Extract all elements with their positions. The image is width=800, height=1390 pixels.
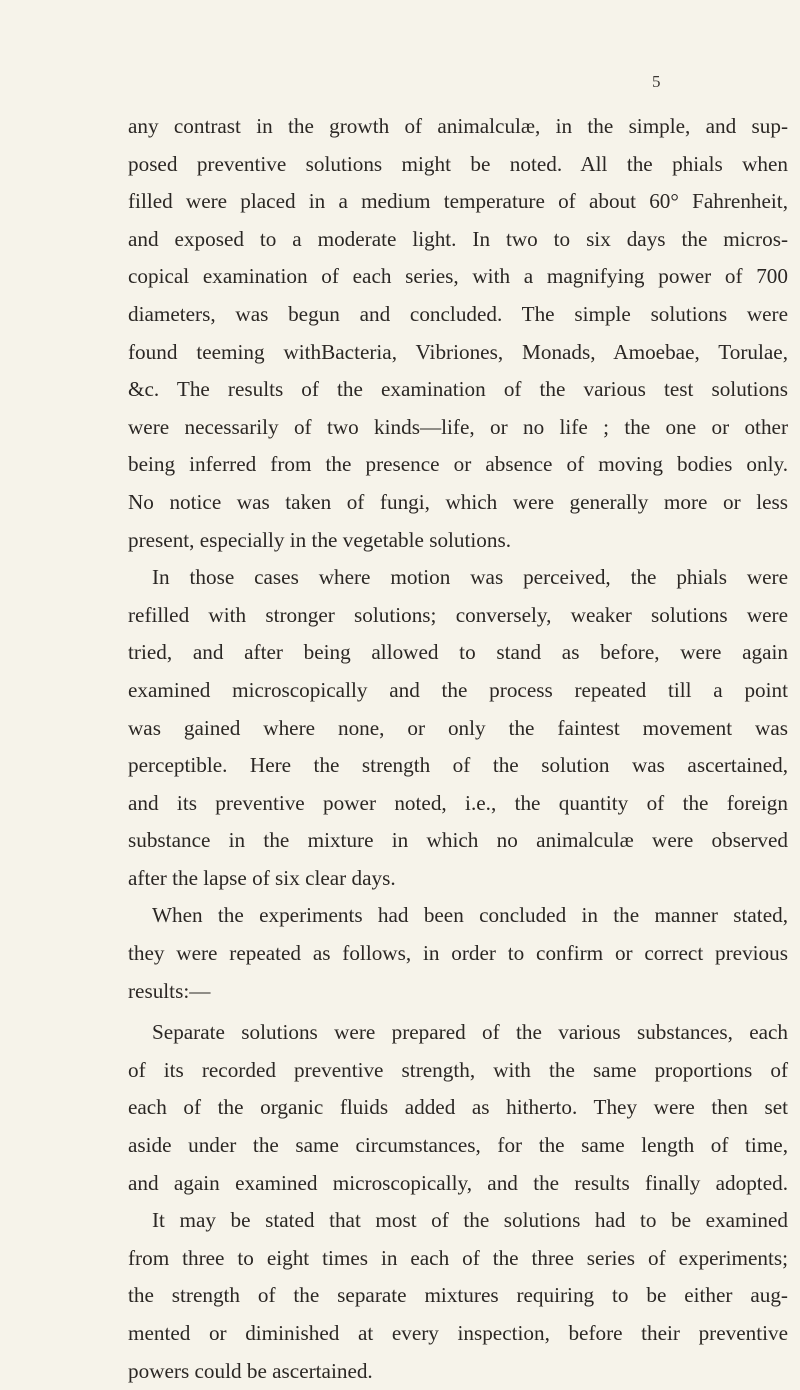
text-line: No notice was taken of fungi, which were generally more or less	[128, 489, 788, 514]
text-line: results:—	[128, 978, 211, 1003]
text-line: copical examination of each series, with a magnifying power of 700	[128, 264, 788, 289]
text-line: diameters, was begun and concluded. The simple solutions were	[128, 301, 788, 326]
text-line: When the experiments had been concluded in the manner stated,	[152, 903, 788, 928]
text-line: present, especially in the vegetable solutions.	[128, 527, 512, 552]
text-line: aside under the same circumstances, for the same length of time,	[128, 1133, 788, 1158]
text-line: was gained where none, or only the faintest movement was	[128, 715, 788, 740]
body-text	[128, 108, 788, 1390]
page-number: 5	[652, 72, 661, 91]
text-line: being inferred from the presence or absence of moving bodies only.	[128, 452, 788, 477]
text-line: any contrast in the growth of animalculæ, in the simple, and sup-	[128, 114, 788, 138]
text-line: and again examined microscopically, and the results finally adopted.	[128, 1170, 788, 1195]
text-line: Separate solutions were prepared of the various substances, each	[152, 1020, 788, 1045]
text-line: were necessarily of two kinds—life, or no life ; the one or other	[128, 414, 788, 439]
text-line: and its preventive power noted, i.e., the quantity of the foreign	[128, 790, 788, 815]
text-line: and exposed to a moderate light. In two to six days the micros-	[128, 226, 788, 251]
text-line: each of the organic fluids added as hitherto. They were then set	[128, 1095, 788, 1120]
text-line: after the lapse of six clear days.	[128, 865, 396, 890]
text-line: posed preventive solutions might be noted. All the phials when	[128, 151, 788, 176]
text-line: tried, and after being allowed to stand as before, were again	[128, 640, 788, 665]
text-line: filled were placed in a medium temperature of about 60° Fahrenheit,	[128, 189, 788, 214]
text-line: the strength of the separate mixtures requiring to be either aug-	[128, 1283, 788, 1308]
text-line: In those cases where motion was perceived, the phials were	[152, 565, 788, 590]
text-line: mented or diminished at every inspection, before their preventive	[128, 1321, 788, 1345]
text-line: It may be stated that most of the solutions had to be examined	[152, 1208, 788, 1233]
text-line: powers could be ascertained.	[128, 1358, 373, 1383]
text-line: refilled with stronger solutions; conversely, weaker solutions were	[128, 602, 788, 627]
text-line: of its recorded preventive strength, with the same proportions of	[128, 1057, 788, 1082]
text-line: substance in the mixture in which no animalculæ were observed	[128, 828, 788, 853]
text-line: perceptible. Here the strength of the solution was ascertained,	[128, 753, 788, 778]
text-line: examined microscopically and the process repeated till a point	[128, 677, 788, 702]
text-line: &c. The results of the examination of the various test solutions	[128, 377, 788, 402]
text-line: from three to eight times in each of the three series of experiments;	[128, 1245, 788, 1270]
text-line: they were repeated as follows, in order to confirm or correct previous	[128, 941, 788, 966]
text-line: found teeming withBacteria, Vibriones, Monads, Amoebae, Torulae,	[128, 339, 788, 364]
